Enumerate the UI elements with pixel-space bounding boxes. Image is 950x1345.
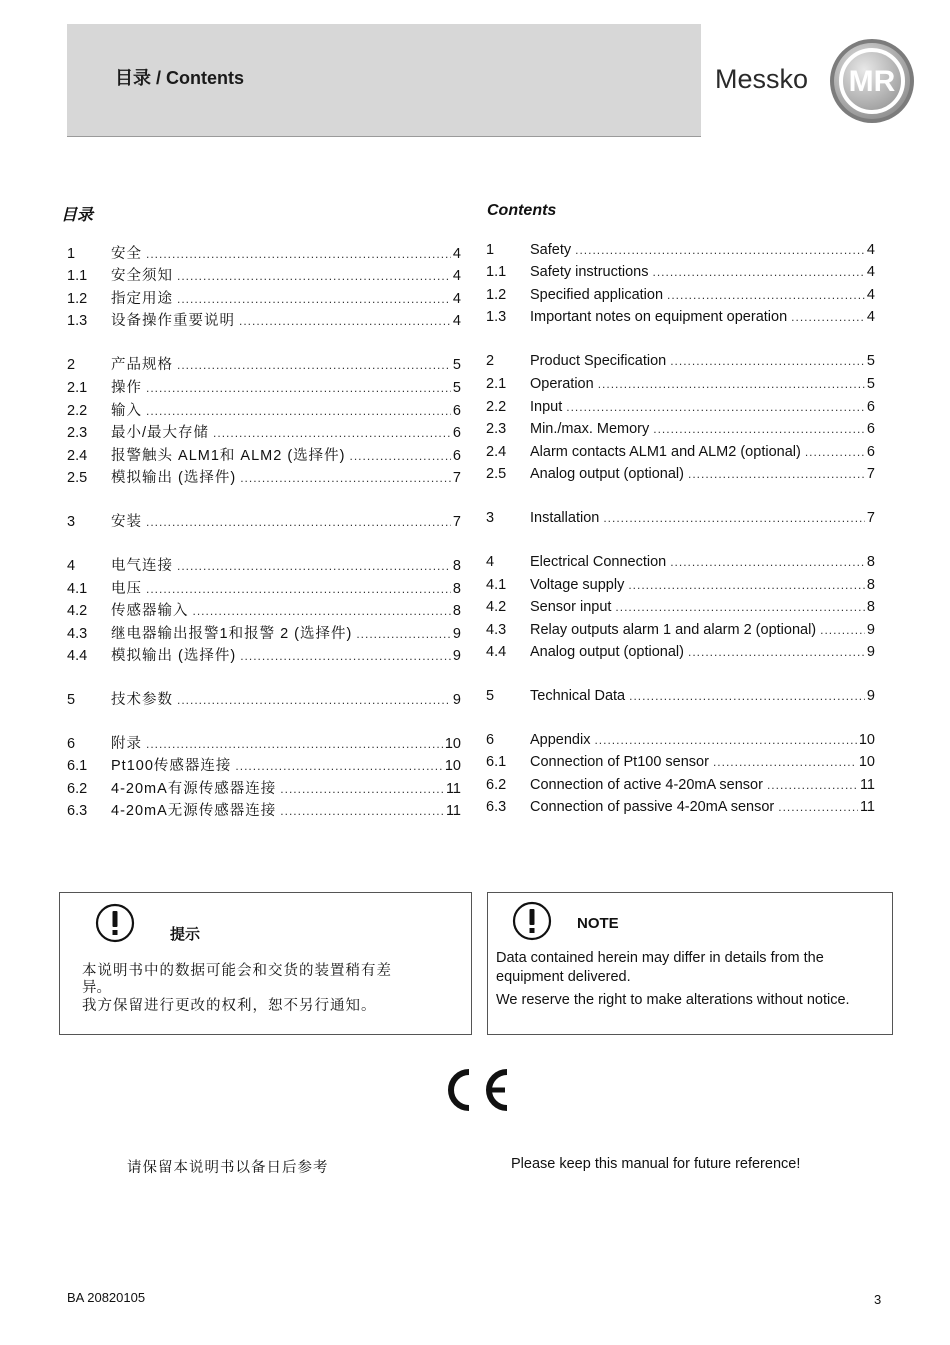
notice-title-zh: 提示: [170, 926, 201, 943]
toc-entry-number: 2.1: [67, 380, 88, 396]
toc-entry-number: 2.1: [486, 376, 507, 392]
toc-leader-dots: [235, 759, 442, 773]
toc-entry[interactable]: [67, 376, 461, 396]
toc-entry-page: 5: [866, 376, 875, 392]
toc-entry[interactable]: [486, 732, 875, 752]
toc-entry[interactable]: [67, 754, 461, 774]
toc-entry[interactable]: [486, 644, 875, 664]
toc-entry-page: 8: [452, 581, 461, 597]
toc-entry-title: 安全须知: [111, 268, 173, 284]
toc-leader-dots: [146, 247, 451, 261]
toc-entry-number: 6: [486, 732, 495, 748]
toc-entry[interactable]: [67, 242, 461, 262]
toc-leader-dots: [652, 265, 864, 279]
exclamation-circle-icon: [95, 903, 135, 943]
toc-leader-dots: [280, 804, 444, 818]
toc-entry-title: Operation: [530, 376, 594, 392]
notice-text-zh-2: 异。: [82, 980, 111, 996]
toc-entry-page: 11: [859, 799, 875, 815]
toc-leader-dots: [778, 800, 858, 814]
notice-text-en-3: We reserve the right to make alterations without notice.: [496, 992, 850, 1008]
toc-entry-page: 4: [452, 291, 461, 307]
toc-leader-dots: [177, 358, 451, 372]
toc-entry-title: 电气连接: [111, 558, 173, 574]
toc-leader-dots: [598, 377, 865, 391]
toc-leader-dots: [713, 755, 857, 769]
toc-entry-page: 7: [866, 466, 875, 482]
toc-entry[interactable]: [67, 577, 461, 597]
toc-entry-page: 6: [866, 444, 875, 460]
toc-entry-number: 5: [486, 688, 495, 704]
toc-entry-page: 6: [452, 403, 461, 419]
toc-entry-title: Important notes on equipment operation: [530, 309, 788, 325]
toc-entry-title: Analog output (optional): [530, 644, 684, 660]
toc-entry-page: 6: [452, 425, 461, 441]
toc-leader-dots: [566, 400, 865, 414]
toc-leader-dots: [146, 404, 451, 418]
toc-leader-dots: [356, 627, 451, 641]
toc-entry-title: Installation: [530, 510, 600, 526]
toc-entry[interactable]: [67, 688, 461, 708]
toc-entry-title: 附录: [111, 736, 142, 752]
toc-entry-page: 10: [444, 758, 461, 774]
toc-entry-title: Technical Data: [530, 688, 626, 704]
toc-entry-title: 4-20mA有源传感器连接: [111, 781, 277, 797]
toc-entry-page: 11: [445, 803, 461, 819]
toc-entry[interactable]: [486, 353, 875, 373]
toc-entry-page: 4: [866, 242, 875, 258]
toc-leader-dots: [688, 467, 865, 481]
toc-entry-title: Connection of active 4-20mA sensor: [530, 777, 763, 793]
toc-entry-number: 4.3: [67, 626, 88, 642]
toc-entry-title: Safety instructions: [530, 264, 649, 280]
toc-entry-number: 1: [67, 246, 76, 262]
toc-leader-dots: [280, 782, 444, 796]
toc-entry[interactable]: [67, 732, 461, 752]
toc-entry-number: 2.2: [67, 403, 88, 419]
toc-entry-number: 1.1: [67, 268, 88, 284]
toc-entry-page: 7: [452, 514, 461, 530]
toc-entry-title: 安全: [111, 246, 142, 262]
toc-entry-number: 6.1: [486, 754, 507, 770]
toc-entry[interactable]: [486, 309, 875, 329]
toc-leader-dots: [177, 269, 451, 283]
toc-leader-dots: [213, 426, 451, 440]
toc-entry-title: Voltage supply: [530, 577, 625, 593]
brand-name: Messko: [715, 64, 809, 94]
toc-leader-dots: [670, 354, 865, 368]
toc-entry[interactable]: [67, 777, 461, 797]
toc-entry-page: 9: [866, 644, 875, 660]
toc-entry-title: Connection of passive 4-20mA sensor: [530, 799, 775, 815]
toc-entry-page: 4: [866, 264, 875, 280]
keep-manual-zh: 请保留本说明书以备日后参考: [127, 1160, 329, 1176]
toc-entry[interactable]: [67, 444, 461, 464]
toc-leader-dots: [805, 445, 865, 459]
toc-entry-title: Safety: [530, 242, 572, 258]
toc-entry-title: Product Specification: [530, 353, 667, 369]
toc-entry-title: 安装: [111, 514, 142, 530]
toc-entry-number: 2.4: [67, 448, 88, 464]
toc-entry[interactable]: [486, 777, 875, 797]
page-number: 3: [874, 1292, 882, 1307]
toc-entry-number: 4.3: [486, 622, 507, 638]
toc-list-en: [486, 242, 875, 842]
toc-entry-number: 4.2: [486, 599, 507, 615]
toc-entry-page: 9: [866, 622, 875, 638]
toc-entry[interactable]: [67, 622, 461, 642]
toc-entry-number: 6.2: [486, 777, 507, 793]
toc-entry-page: 10: [858, 732, 875, 748]
toc-entry-number: 4.1: [486, 577, 507, 593]
toc-entry-title: 技术参数: [111, 692, 173, 708]
toc-entry-page: 9: [452, 648, 461, 664]
toc-entry-title: Electrical Connection: [530, 554, 667, 570]
toc-entry[interactable]: [486, 444, 875, 464]
toc-leader-dots: [615, 600, 865, 614]
toc-leader-dots: [594, 733, 856, 747]
toc-entry-page: 5: [452, 380, 461, 396]
toc-entry-number: 4: [67, 558, 76, 574]
notice-text-en-1: Data contained herein may differ in details from the: [496, 950, 824, 966]
exclamation-circle-icon: [512, 901, 552, 941]
toc-leader-dots: [177, 292, 451, 306]
toc-entry-page: 5: [452, 357, 461, 373]
toc-leader-dots: [239, 314, 451, 328]
toc-entry[interactable]: [486, 754, 875, 774]
toc-entry[interactable]: [67, 644, 461, 664]
toc-entry-page: 10: [858, 754, 875, 770]
toc-entry-page: 8: [866, 599, 875, 615]
toc-leader-dots: [629, 689, 865, 703]
toc-entry-number: 2.2: [486, 399, 507, 415]
toc-entry-number: 4.4: [67, 648, 88, 664]
toc-entry-number: 2.3: [67, 425, 88, 441]
toc-entry-title: 报警触头 ALM1和 ALM2 (选择件): [111, 448, 346, 464]
notice-text-en-2: equipment delivered.: [496, 969, 631, 985]
toc-entry-title: Pt100传感器连接: [111, 758, 232, 774]
toc-entry[interactable]: [67, 599, 461, 619]
toc-entry-number: 1.1: [486, 264, 507, 280]
toc-entry-number: 1.3: [67, 313, 88, 329]
mr-logo-icon: [829, 38, 915, 124]
toc-entry-title: Sensor input: [530, 599, 612, 615]
toc-entry-title: 输入: [111, 403, 142, 419]
toc-entry-title: 模拟输出 (选择件): [111, 470, 237, 486]
toc-entry[interactable]: [486, 421, 875, 441]
toc-entry[interactable]: [486, 510, 875, 530]
toc-leader-dots: [767, 778, 858, 792]
toc-entry[interactable]: [486, 622, 875, 642]
page-title: 目录 / Contents: [115, 68, 244, 88]
toc-entry-number: 6.2: [67, 781, 88, 797]
logo-text: MR: [848, 65, 896, 98]
toc-entry-number: 1: [486, 242, 495, 258]
toc-entry-title: Specified application: [530, 287, 664, 303]
toc-entry-page: 6: [866, 399, 875, 415]
toc-leader-dots: [177, 559, 451, 573]
toc-entry-number: 2.3: [486, 421, 507, 437]
toc-entry[interactable]: [67, 309, 461, 329]
toc-leader-dots: [603, 511, 865, 525]
toc-entry[interactable]: [67, 466, 461, 486]
toc-heading-zh: 目录: [61, 207, 94, 224]
toc-entry[interactable]: [486, 264, 875, 284]
toc-entry[interactable]: [67, 421, 461, 441]
toc-entry-number: 1.2: [486, 287, 507, 303]
toc-entry-number: 2.5: [486, 466, 507, 482]
toc-entry-number: 6.3: [67, 803, 88, 819]
toc-entry-number: 4.1: [67, 581, 88, 597]
toc-entry-title: Min./max. Memory: [530, 421, 650, 437]
toc-leader-dots: [350, 449, 451, 463]
toc-entry[interactable]: [486, 799, 875, 819]
toc-leader-dots: [177, 693, 451, 707]
notice-box-zh: [59, 892, 472, 1035]
toc-entry-number: 1.3: [486, 309, 507, 325]
toc-entry[interactable]: [67, 799, 461, 819]
toc-leader-dots: [146, 381, 451, 395]
toc-entry-number: 2: [486, 353, 495, 369]
toc-leader-dots: [653, 422, 865, 436]
toc-entry[interactable]: [486, 242, 875, 262]
toc-entry-number: 6.3: [486, 799, 507, 815]
toc-entry-title: 模拟输出 (选择件): [111, 648, 237, 664]
toc-entry-page: 11: [859, 777, 875, 793]
toc-leader-dots: [688, 645, 865, 659]
toc-entry[interactable]: [67, 510, 461, 530]
toc-entry-page: 9: [452, 692, 461, 708]
toc-entry-page: 10: [444, 736, 461, 752]
toc-leader-dots: [575, 243, 865, 257]
toc-entry-page: 4: [452, 268, 461, 284]
toc-entry-number: 1.2: [67, 291, 88, 307]
toc-leader-dots: [193, 604, 451, 618]
toc-entry-number: 2: [67, 357, 76, 373]
toc-entry-title: 电压: [111, 581, 142, 597]
toc-leader-dots: [628, 578, 865, 592]
toc-entry-number: 5: [67, 692, 76, 708]
toc-entry-page: 4: [452, 246, 461, 262]
toc-entry[interactable]: [486, 688, 875, 708]
toc-entry-number: 3: [486, 510, 495, 526]
toc-entry-page: 8: [866, 554, 875, 570]
toc-entry-title: 最小/最大存储: [111, 425, 210, 441]
toc-entry-number: 6: [67, 736, 76, 752]
toc-entry-page: 4: [452, 313, 461, 329]
toc-entry[interactable]: [486, 399, 875, 419]
keep-manual-en: Please keep this manual for future reference!: [511, 1156, 801, 1172]
toc-leader-dots: [240, 649, 451, 663]
toc-entry-title: 设备操作重要说明: [111, 313, 235, 329]
toc-entry[interactable]: [67, 353, 461, 373]
toc-leader-dots: [670, 555, 865, 569]
toc-entry-page: 5: [866, 353, 875, 369]
toc-entry-number: 6.1: [67, 758, 88, 774]
toc-entry-page: 7: [866, 510, 875, 526]
toc-entry[interactable]: [67, 287, 461, 307]
notice-text-zh-3: 我方保留进行更改的权利，恕不另行通知。: [82, 998, 377, 1014]
toc-entry-page: 8: [452, 558, 461, 574]
toc-entry-title: 传感器输入: [111, 603, 189, 619]
toc-entry-page: 7: [452, 470, 461, 486]
toc-entry-page: 8: [452, 603, 461, 619]
toc-list-zh: [67, 242, 461, 842]
toc-entry-page: 8: [866, 577, 875, 593]
toc-entry-title: 继电器输出报警1和报警 2 (选择件): [111, 626, 353, 642]
toc-leader-dots: [820, 623, 865, 637]
toc-entry-title: Relay outputs alarm 1 and alarm 2 (optional): [530, 622, 817, 638]
toc-entry-title: Appendix: [530, 732, 591, 748]
toc-entry-page: 11: [445, 781, 461, 797]
toc-entry-title: 产品规格: [111, 357, 173, 373]
toc-entry-title: Alarm contacts ALM1 and ALM2 (optional): [530, 444, 801, 460]
toc-entry-page: 4: [866, 287, 875, 303]
header-band: [67, 24, 701, 137]
toc-entry-number: 4.2: [67, 603, 88, 619]
document-id: BA 20820105: [67, 1290, 146, 1305]
toc-entry-number: 3: [67, 514, 76, 530]
toc-leader-dots: [667, 288, 865, 302]
toc-entry-title: 操作: [111, 380, 142, 396]
toc-leader-dots: [240, 471, 451, 485]
toc-entry-page: 4: [866, 309, 875, 325]
toc-entry-title: 4-20mA无源传感器连接: [111, 803, 277, 819]
toc-entry[interactable]: [67, 399, 461, 419]
notice-title-en: NOTE: [577, 915, 619, 932]
toc-entry[interactable]: [486, 376, 875, 396]
toc-entry-title: Input: [530, 399, 563, 415]
toc-entry-page: 9: [452, 626, 461, 642]
toc-entry[interactable]: [486, 287, 875, 307]
notice-text-zh-1: 本说明书中的数据可能会和交货的装置稍有差: [82, 963, 392, 979]
toc-entry[interactable]: [67, 554, 461, 574]
toc-entry-number: 4.4: [486, 644, 507, 660]
toc-entry[interactable]: [486, 554, 875, 574]
toc-entry-page: 6: [452, 448, 461, 464]
toc-entry[interactable]: [486, 599, 875, 619]
toc-leader-dots: [146, 515, 451, 529]
toc-entry-number: 4: [486, 554, 495, 570]
toc-entry-title: Analog output (optional): [530, 466, 684, 482]
toc-entry[interactable]: [67, 264, 461, 284]
toc-entry-title: 指定用途: [111, 291, 173, 307]
toc-entry[interactable]: [486, 577, 875, 597]
toc-entry[interactable]: [486, 466, 875, 486]
toc-entry-page: 9: [866, 688, 875, 704]
toc-entry-number: 2.4: [486, 444, 507, 460]
toc-entry-number: 2.5: [67, 470, 88, 486]
notice-box-en: [487, 892, 893, 1035]
toc-entry-page: 6: [866, 421, 875, 437]
toc-entry-title: Connection of Pt100 sensor: [530, 754, 709, 770]
toc-leader-dots: [791, 310, 865, 324]
ce-mark-icon: [441, 1068, 511, 1112]
toc-leader-dots: [146, 737, 443, 751]
toc-leader-dots: [146, 582, 451, 596]
toc-heading-en: Contents: [487, 202, 557, 219]
